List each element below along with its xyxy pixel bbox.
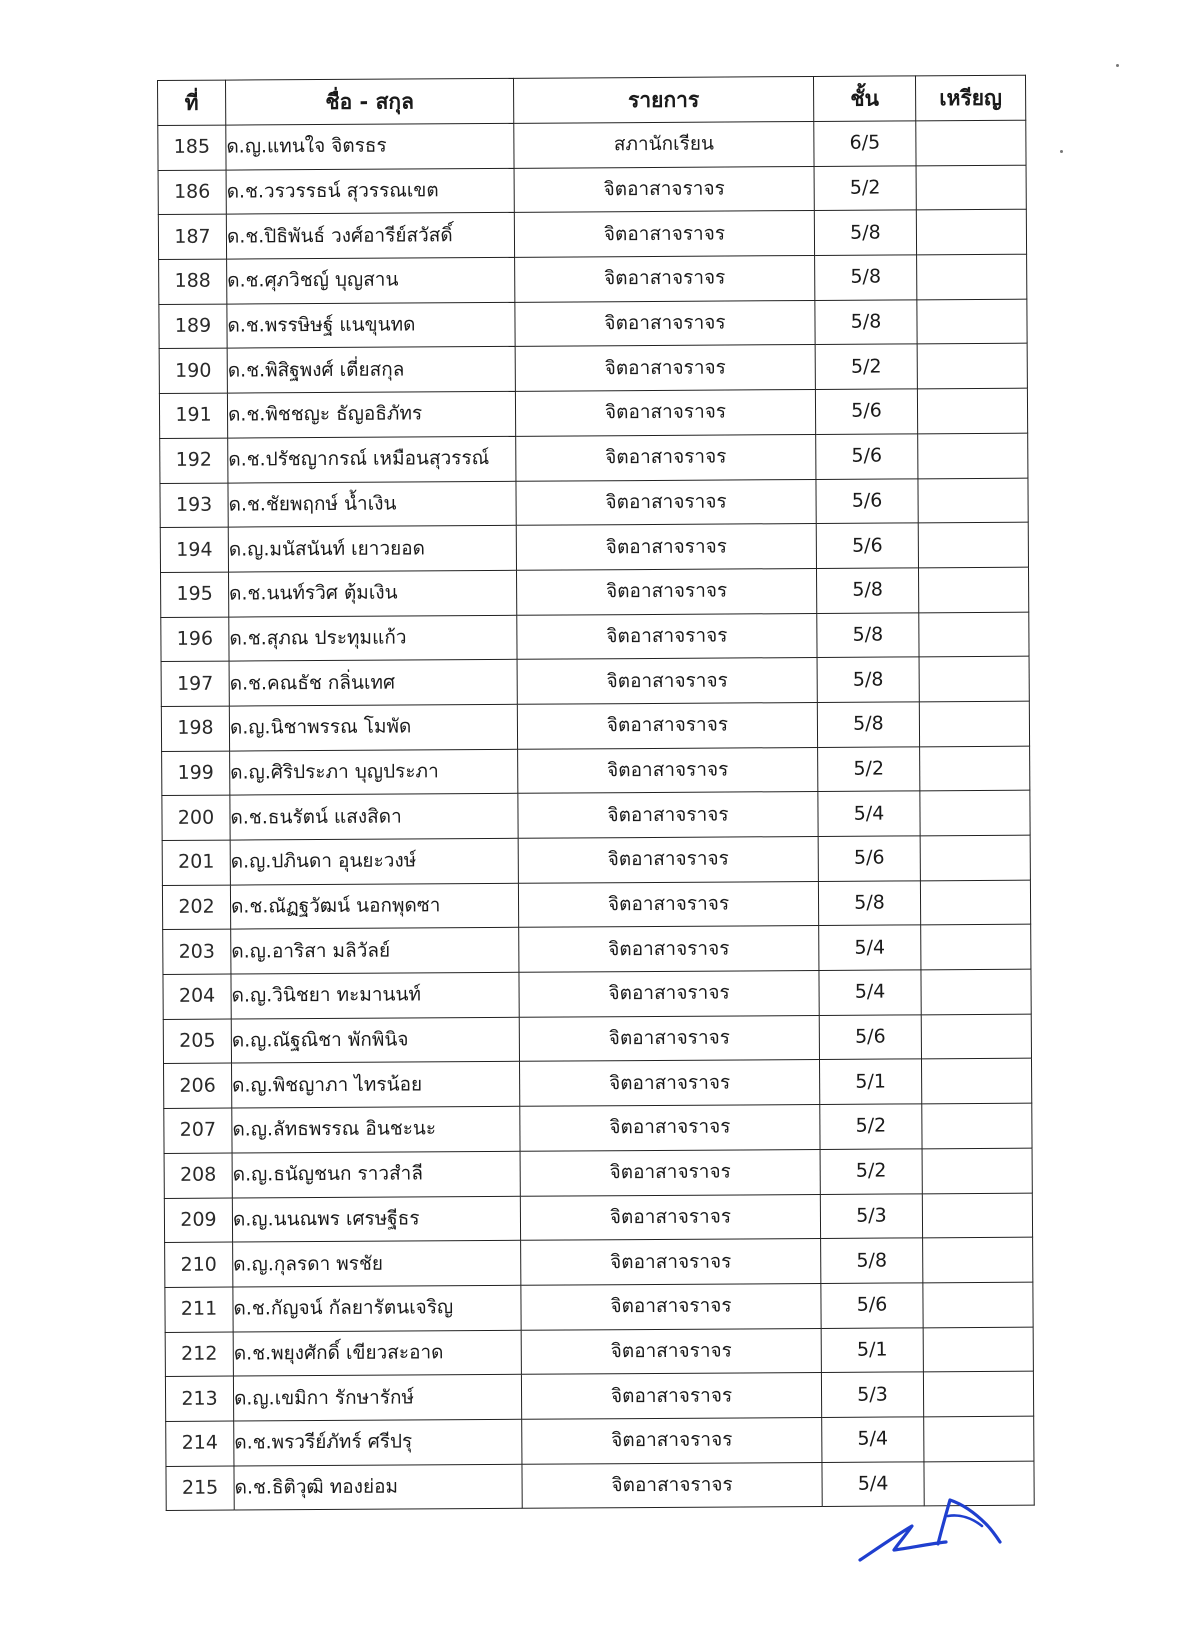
class-level-cell: 5/6 [819,1015,921,1060]
student-name-cell: ด.ช.ชัยพฤกษ์ น้ำเงิน [228,481,516,527]
activity-cell: จิตอาสาจราจร [520,1194,820,1241]
student-name-cell: ด.ญ.เขมิกา รักษารักษ์ [233,1375,521,1421]
row-number-cell: 188 [159,259,227,304]
row-number-cell: 192 [160,438,228,483]
medal-cell [920,790,1030,835]
table-row [164,1193,1032,1243]
class-level-cell: 5/6 [816,478,918,523]
header-medal: เหรียญ [915,75,1025,121]
class-level-cell: 5/6 [816,523,918,568]
activity-cell: จิตอาสาจราจร [517,702,817,749]
table-row [161,656,1029,706]
row-number-cell: 204 [163,974,231,1019]
table-row [165,1327,1033,1377]
student-name-cell: ด.ญ.อาริสา มลิวัลย์ [231,928,519,974]
medal-cell [920,880,1030,925]
activity-cell: จิตอาสาจราจร [520,1149,820,1196]
table-row [161,567,1029,617]
medal-cell [923,1282,1033,1327]
medal-cell [917,344,1027,389]
activity-cell: จิตอาสาจราจร [515,256,815,303]
student-name-cell: ด.ญ.ธนัญชนก ราวสำลี [232,1151,520,1197]
class-level-cell: 5/4 [818,791,920,836]
class-level-cell: 5/1 [819,1059,921,1104]
row-number-cell: 185 [158,125,226,170]
class-level-cell: 5/8 [816,568,918,613]
table-row [164,1059,1032,1109]
activity-cell: จิตอาสาจราจร [518,747,818,794]
row-number-cell: 206 [164,1064,232,1109]
row-number-cell: 199 [162,751,230,796]
header-full-name: ชื่อ - สกุล [226,78,514,125]
table-row [160,478,1028,528]
row-number-cell: 208 [164,1153,232,1198]
row-number-cell: 214 [166,1421,234,1466]
scan-speck [1116,64,1119,67]
table-row [165,1371,1033,1421]
student-name-cell: ด.ญ.กุลรดา พรชัย [233,1240,521,1286]
class-level-cell: 5/2 [815,344,917,389]
table-row [161,701,1029,751]
student-name-cell: ด.ช.ธิติวุฒิ ทองย่อม [234,1464,522,1510]
medal-cell [923,1237,1033,1282]
table-row [162,880,1030,930]
class-level-cell: 5/8 [815,300,917,345]
class-level-cell: 5/8 [817,657,919,702]
row-number-cell: 203 [163,929,231,974]
student-name-cell: ด.ช.ณัฏฐวัฒน์ นอกพุดซา [230,883,518,929]
row-number-cell: 187 [158,214,226,259]
table-row [159,388,1027,438]
student-name-cell: ด.ญ.ณัฐณิชา พักพินิจ [231,1017,519,1063]
student-name-cell: ด.ญ.มนัสนันท์ เยาวยอด [228,526,516,572]
row-number-cell: 189 [159,304,227,349]
medal-cell [916,210,1026,255]
class-level-cell: 5/4 [822,1417,924,1462]
row-number-cell: 207 [164,1108,232,1153]
class-level-cell: 5/2 [814,166,916,211]
activity-cell: จิตอาสาจราจร [515,390,815,437]
row-number-cell: 209 [164,1198,232,1243]
medal-cell [918,433,1028,478]
table-row [159,254,1027,304]
table-row [164,1148,1032,1198]
medal-cell [918,522,1028,567]
medal-cell [919,656,1029,701]
row-number-cell: 201 [162,840,230,885]
student-name-cell: ด.ช.ศุภวิชญ์ บุญสาน [227,257,515,303]
medal-cell [920,746,1030,791]
class-level-cell: 5/6 [815,389,917,434]
table-row [164,1103,1032,1153]
class-level-cell: 5/2 [820,1149,922,1194]
award-roster-table [157,75,1035,1512]
activity-cell: จิตอาสาจราจร [517,658,817,705]
row-number-cell: 211 [165,1287,233,1332]
table-row [163,1014,1031,1064]
activity-cell: จิตอาสาจราจร [521,1239,821,1286]
activity-cell: จิตอาสาจราจร [517,613,817,660]
class-level-cell: 5/8 [814,210,916,255]
activity-cell: จิตอาสาจราจร [521,1373,821,1420]
student-name-cell: ด.ญ.วินิชยา ทะมานนท์ [231,972,519,1018]
medal-cell [921,1014,1031,1059]
medal-cell [923,1327,1033,1372]
table-row [160,433,1028,483]
activity-cell: จิตอาสาจราจร [518,836,818,883]
activity-cell: จิตอาสาจราจร [514,211,814,258]
table-row [163,925,1031,975]
medal-cell [920,835,1030,880]
student-name-cell: ด.ช.คณธัช กลิ่นเทศ [229,660,517,706]
student-name-cell: ด.ญ.นิชาพรรณ โมพัด [229,704,517,750]
activity-cell: จิตอาสาจราจร [518,792,818,839]
medal-cell [917,388,1027,433]
activity-cell: จิตอาสาจราจร [521,1328,821,1375]
activity-cell: จิตอาสาจราจร [521,1283,821,1330]
table-row [166,1416,1034,1466]
row-number-cell: 190 [159,349,227,394]
row-number-cell: 195 [161,572,229,617]
class-level-cell: 5/2 [818,746,920,791]
medal-cell [916,165,1026,210]
table-row [162,746,1030,796]
medal-cell [921,1059,1031,1104]
class-level-cell: 5/8 [821,1238,923,1283]
activity-cell: จิตอาสาจราจร [519,1015,819,1062]
class-level-cell: 5/8 [817,702,919,747]
student-name-cell: ด.ช.ธนรัตน์ แสงสิดา [230,794,518,840]
medal-cell [916,120,1026,165]
student-name-cell: ด.ญ.แทนใจ จิตรธร [226,123,514,169]
row-number-cell: 200 [162,795,230,840]
table-row [159,344,1027,394]
table-row [161,612,1029,662]
student-name-cell: ด.ช.พยุงศักดิ์ เขียวสะอาด [233,1330,521,1376]
table-row [165,1282,1033,1332]
student-name-cell: ด.ช.กัญจน์ กัลยารัตนเจริญ [233,1285,521,1331]
medal-cell [919,701,1029,746]
class-level-cell: 5/8 [815,255,917,300]
class-level-cell: 5/6 [816,434,918,479]
activity-cell: จิตอาสาจราจร [517,568,817,615]
row-number-cell: 196 [161,617,229,662]
table-body [158,120,1034,1511]
medal-cell [923,1371,1033,1416]
activity-cell: จิตอาสาจราจร [522,1417,822,1464]
signature-stroke [938,1500,1000,1544]
student-name-cell: ด.ช.สุภณ ประทุมแก้ว [229,615,517,661]
table-row [162,835,1030,885]
medal-cell [922,1193,1032,1238]
table-row [158,165,1026,215]
student-name-cell: ด.ช.พรรษิษฐ์ แนขุนทด [227,302,515,348]
row-number-cell: 202 [162,885,230,930]
medal-cell [924,1416,1034,1461]
student-name-cell: ด.ญ.นนณพร เศรษฐีธร [232,1196,520,1242]
student-name-cell: ด.ช.ปิธิพันธ์ วงศ์อารีย์สวัสดิ์ [226,213,514,259]
activity-cell: จิตอาสาจราจร [518,881,818,928]
row-number-cell: 205 [163,1019,231,1064]
signature-stroke [860,1526,946,1560]
table-row [160,522,1028,572]
class-level-cell: 5/4 [822,1461,924,1506]
table-row [165,1237,1033,1287]
header-number: ที่ [158,80,226,125]
activity-cell: จิตอาสาจราจร [514,166,814,213]
class-level-cell: 5/4 [819,970,921,1015]
class-level-cell: 5/3 [821,1372,923,1417]
table-row [158,210,1026,260]
student-name-cell: ด.ญ.ศิริประภา บุญประภา [230,749,518,795]
handwritten-signature [850,1478,1020,1568]
row-number-cell: 215 [166,1466,234,1511]
student-name-cell: ด.ญ.ปภินดา อุนยะวงษ์ [230,838,518,884]
activity-cell: จิตอาสาจราจร [516,434,816,481]
medal-cell [922,1148,1032,1193]
header-activity: รายการ [513,76,813,123]
medal-cell [917,299,1027,344]
student-name-cell: ด.ช.พิชชญะ ธัญอธิภัทร [227,391,515,437]
activity-cell: จิตอาสาจราจร [522,1462,822,1509]
table-row [162,790,1030,840]
class-level-cell: 5/2 [820,1104,922,1149]
row-number-cell: 186 [158,170,226,215]
medal-cell [921,925,1031,970]
medal-cell [917,254,1027,299]
medal-cell [921,969,1031,1014]
class-level-cell: 6/5 [814,121,916,166]
activity-cell: จิตอาสาจราจร [516,479,816,526]
class-level-cell: 5/6 [818,836,920,881]
class-level-cell: 5/3 [820,1193,922,1238]
row-number-cell: 213 [165,1376,233,1421]
class-level-cell: 5/1 [821,1327,923,1372]
student-name-cell: ด.ช.วรวรรธน์ สุวรรณเขต [226,168,514,214]
medal-cell [919,612,1029,657]
activity-cell: จิตอาสาจราจร [516,524,816,571]
medal-cell [918,567,1028,612]
table-header-row [158,75,1026,125]
student-name-cell: ด.ช.นนท์รวิศ ตุ้มเงิน [229,570,517,616]
table-row [158,120,1026,170]
activity-cell: จิตอาสาจราจร [515,345,815,392]
row-number-cell: 193 [160,483,228,528]
row-number-cell: 212 [165,1332,233,1377]
student-name-cell: ด.ญ.พิชญาภา ไทรน้อย [232,1062,520,1108]
activity-cell: สภานักเรียน [514,121,814,168]
row-number-cell: 198 [161,706,229,751]
class-level-cell: 5/8 [818,881,920,926]
table-row [159,299,1027,349]
header-class-level: ชั้น [813,76,915,122]
activity-cell: จิตอาสาจราจร [519,971,819,1018]
activity-cell: จิตอาสาจราจร [515,300,815,347]
student-name-cell: ด.ช.ปรัชญากรณ์ เหมือนสุวรรณ์ [228,436,516,482]
student-name-cell: ด.ช.พรวรีย์ภัทร์ ศรีปรุ [234,1419,522,1465]
row-number-cell: 191 [159,393,227,438]
class-level-cell: 5/6 [821,1283,923,1328]
scan-speck [1060,150,1063,153]
activity-cell: จิตอาสาจราจร [519,926,819,973]
class-level-cell: 5/8 [817,612,919,657]
table-row [163,969,1031,1019]
class-level-cell: 5/4 [819,925,921,970]
student-name-cell: ด.ช.พิสิฐพงศ์ เตี่ยสกุล [227,347,515,393]
medal-cell [918,478,1028,523]
student-name-cell: ด.ญ.ลัทธพรรณ อินชะนะ [232,1106,520,1152]
activity-cell: จิตอาสาจราจร [520,1105,820,1152]
medal-cell [922,1103,1032,1148]
row-number-cell: 194 [160,527,228,572]
row-number-cell: 197 [161,661,229,706]
row-number-cell: 210 [165,1242,233,1287]
activity-cell: จิตอาสาจราจร [520,1060,820,1107]
